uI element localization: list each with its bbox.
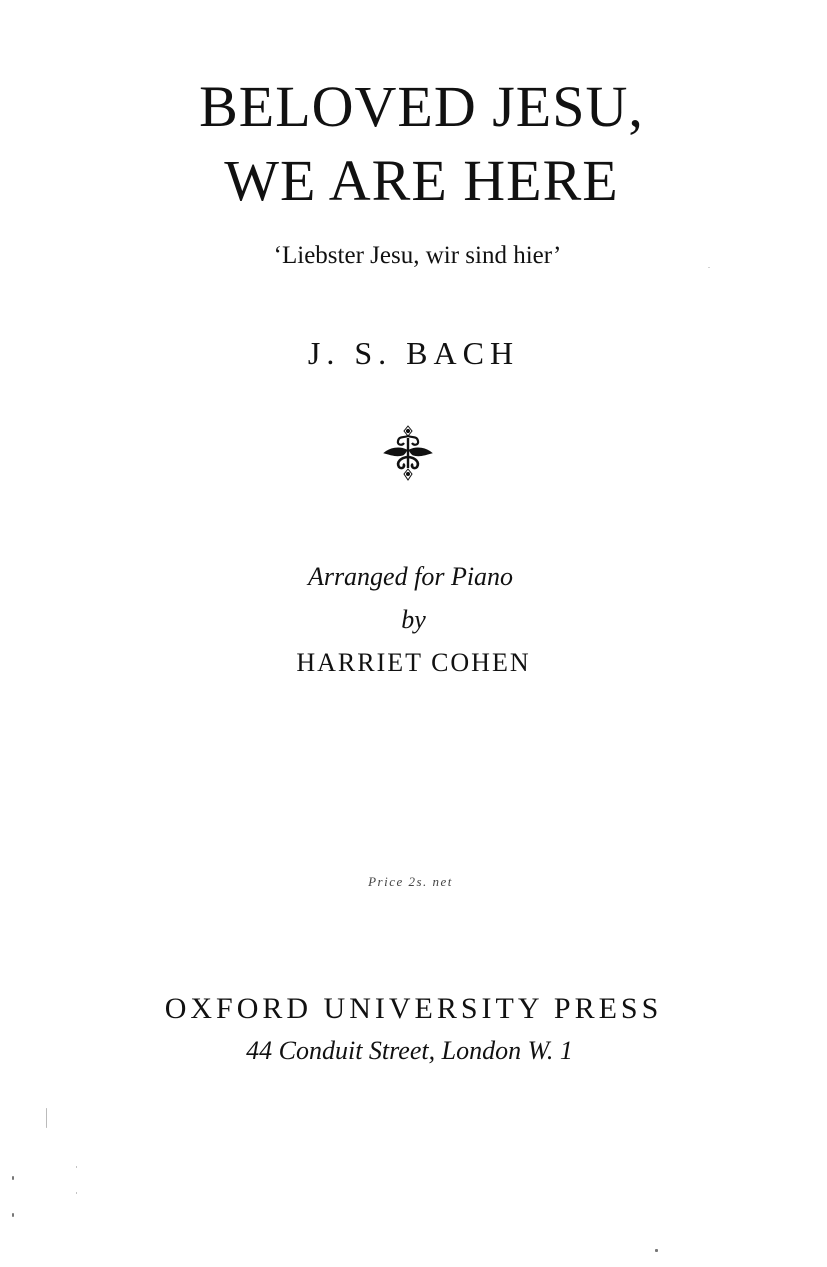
title-line-1: BELOVED JESU,	[199, 74, 644, 139]
arranger-name: HARRIET COHEN	[296, 648, 531, 677]
scan-speck	[12, 1213, 14, 1217]
price: Price 2s. net	[368, 874, 453, 889]
subtitle: ‘Liebster Jesu, wir sind hier’	[273, 242, 562, 269]
scan-speck	[76, 1166, 77, 1168]
composer: J. S. BACH	[307, 335, 520, 371]
by-label: by	[401, 605, 426, 634]
scan-speck	[655, 1249, 658, 1252]
publisher-name: OXFORD UNIVERSITY PRESS	[164, 992, 663, 1025]
scan-speck	[76, 1192, 77, 1194]
arranged-for-label: Arranged for Piano	[307, 562, 514, 591]
scan-speck	[708, 267, 710, 268]
fleuron-icon	[381, 424, 435, 482]
publisher-address: 44 Conduit Street, London W. 1	[246, 1036, 573, 1065]
title-line-2: WE ARE HERE	[224, 148, 619, 213]
scan-speck	[46, 1108, 47, 1128]
scan-speck	[12, 1176, 14, 1180]
